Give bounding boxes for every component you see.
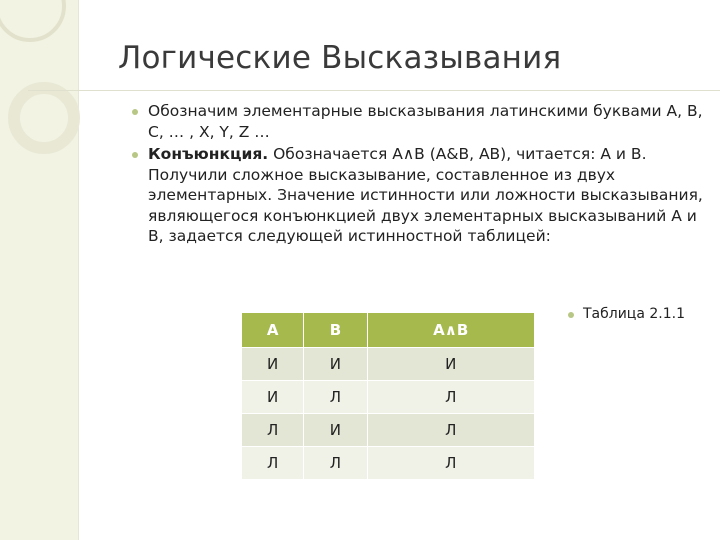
table-cell: Л [304,447,367,480]
deco-circle-top [0,0,64,40]
table-cell: Л [367,447,534,480]
column-header: B [304,313,367,348]
table-cell: Л [367,414,534,447]
title-divider [28,90,720,91]
column-header: A [242,313,304,348]
table-header-row [242,313,535,348]
table-row [242,414,535,447]
slide-title: Логические Высказывания [118,40,562,76]
caption-text: Таблица 2.1.1 [583,306,685,322]
table-row [242,447,535,480]
bullet-icon [132,152,138,158]
decorative-circles [0,0,140,170]
deco-ring-mid [14,88,74,148]
term-label: Конъюнкция. [148,145,269,163]
table-cell: И [242,381,304,414]
bullet-list [148,101,708,249]
bullet-icon [568,312,574,318]
truth-table [242,313,535,479]
bullet-item-conjunction [148,144,708,247]
table-cell: Л [304,381,367,414]
bullet-text: Обозначим элементарные высказывания латинскими буквами A, B, C, … , X, Y, Z … [148,102,703,141]
bullet-icon [132,109,138,115]
bullet-item-notation [148,101,708,142]
column-header: A∧B [367,313,534,348]
table-caption [583,306,685,322]
table-cell: И [304,348,367,381]
table-cell: Л [242,414,304,447]
table-cell: И [242,348,304,381]
table-cell: Л [367,381,534,414]
table-row [242,348,535,381]
table-cell: И [304,414,367,447]
table-cell: И [367,348,534,381]
table-row [242,381,535,414]
bullet-text: Обозначается A∧B (A&B, AB), читается: A и B. Получили сложное высказывание, составленное из двух элементарных. Значение истинности или ложности высказывания, являющегося конъюнкцией двух элементарных высказываний A и B, задается следующей истинностной таблицей: [148,145,703,245]
table-cell: Л [242,447,304,480]
